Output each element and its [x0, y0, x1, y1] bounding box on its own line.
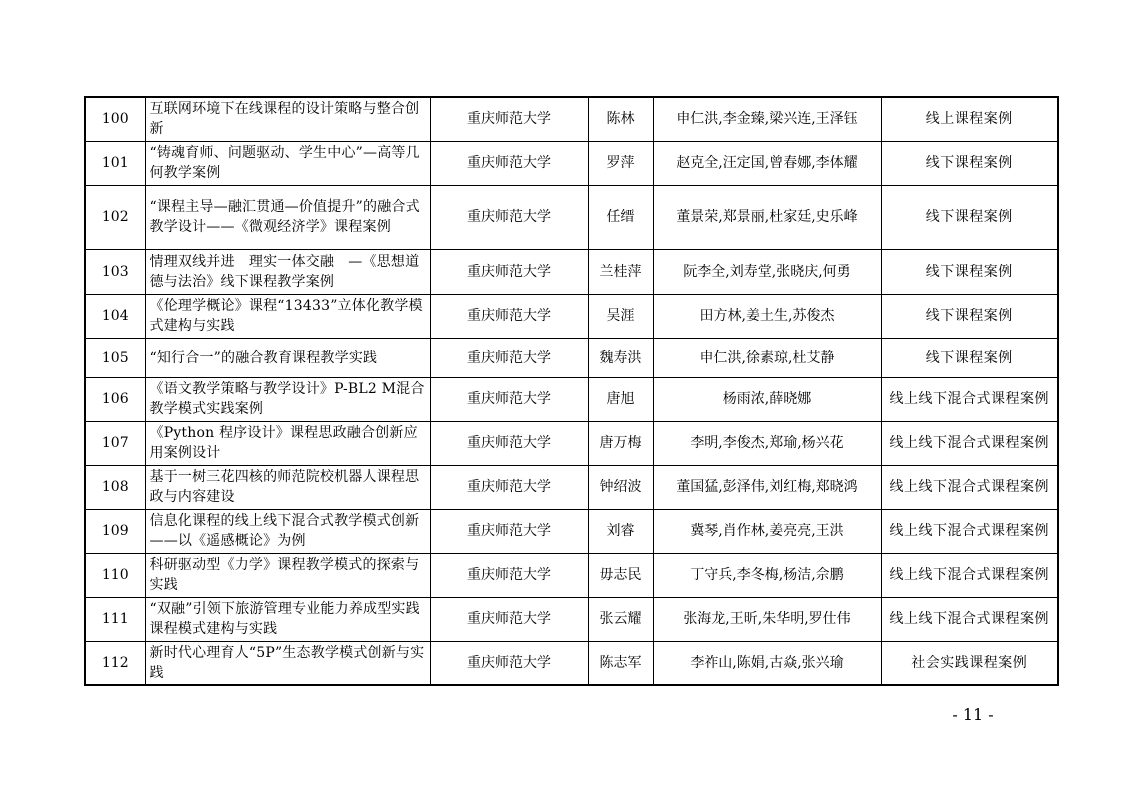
table-row: [85, 641, 1058, 685]
row-number: 111: [85, 597, 145, 641]
case-lead: 唐万梅: [588, 421, 653, 465]
case-type: 线下课程案例: [881, 185, 1058, 249]
school-name: 重庆师范大学: [430, 97, 588, 141]
school-name: 重庆师范大学: [430, 249, 588, 294]
table-row: [85, 465, 1058, 509]
team-members: 董景荣,郑景丽,杜家廷,史乐峰: [653, 185, 881, 249]
row-number: 100: [85, 97, 145, 141]
row-number: 105: [85, 338, 145, 377]
team-members: 杨雨浓,薛晓娜: [653, 377, 881, 421]
case-title: 《Python 程序设计》课程思政融合创新应用案例设计: [145, 421, 430, 465]
school-name: 重庆师范大学: [430, 377, 588, 421]
case-type: 线下课程案例: [881, 249, 1058, 294]
case-type: 线上线下混合式课程案例: [881, 377, 1058, 421]
case-title: 情理双线并进 理实一体交融 —《思想道德与法治》线下课程教学案例: [145, 249, 430, 294]
case-lead: 唐旭: [588, 377, 653, 421]
row-number: 108: [85, 465, 145, 509]
case-type: 线下课程案例: [881, 294, 1058, 338]
case-title: “双融”引领下旅游管理专业能力养成型实践课程模式建构与实践: [145, 597, 430, 641]
row-number: 101: [85, 141, 145, 185]
school-name: 重庆师范大学: [430, 509, 588, 553]
table-row: [85, 294, 1058, 338]
team-members: 赵克全,汪定国,曾春娜,李体耀: [653, 141, 881, 185]
team-members: 阮李全,刘寿堂,张晓庆,何勇: [653, 249, 881, 294]
team-members: 申仁洪,徐素琼,杜艾静: [653, 338, 881, 377]
table-row: [85, 377, 1058, 421]
case-title: “课程主导—融汇贯通—价值提升”的融合式教学设计——《微观经济学》课程案例: [145, 185, 430, 249]
case-lead: 魏寿洪: [588, 338, 653, 377]
case-type: 线上课程案例: [881, 97, 1058, 141]
team-members: 董国猛,彭泽伟,刘红梅,郑晓鸿: [653, 465, 881, 509]
table-row: [85, 185, 1058, 249]
team-members: 田方林,姜土生,苏俊杰: [653, 294, 881, 338]
case-lead: 钟绍波: [588, 465, 653, 509]
case-title: 互联网环境下在线课程的设计策略与整合创新: [145, 97, 430, 141]
school-name: 重庆师范大学: [430, 141, 588, 185]
school-name: 重庆师范大学: [430, 185, 588, 249]
case-lead: 罗萍: [588, 141, 653, 185]
row-number: 103: [85, 249, 145, 294]
case-title: 信息化课程的线上线下混合式教学模式创新——以《遥感概论》为例: [145, 509, 430, 553]
page-number: - 11 -: [952, 705, 994, 724]
row-number: 109: [85, 509, 145, 553]
case-type: 线上线下混合式课程案例: [881, 509, 1058, 553]
school-name: 重庆师范大学: [430, 294, 588, 338]
case-title: 《伦理学概论》课程“13433”立体化教学模式建构与实践: [145, 294, 430, 338]
case-lead: 兰桂萍: [588, 249, 653, 294]
row-number: 112: [85, 641, 145, 685]
school-name: 重庆师范大学: [430, 465, 588, 509]
case-type: 线上线下混合式课程案例: [881, 597, 1058, 641]
table-row: [85, 509, 1058, 553]
case-type: 线上线下混合式课程案例: [881, 421, 1058, 465]
table-row: [85, 97, 1058, 141]
case-lead: 任缙: [588, 185, 653, 249]
row-number: 106: [85, 377, 145, 421]
row-number: 107: [85, 421, 145, 465]
school-name: 重庆师范大学: [430, 641, 588, 685]
case-lead: 张云耀: [588, 597, 653, 641]
team-members: 冀琴,肖作林,姜亮亮,王洪: [653, 509, 881, 553]
table-row: [85, 553, 1058, 597]
case-table-body: [85, 97, 1058, 685]
case-type: 线上线下混合式课程案例: [881, 553, 1058, 597]
case-title: 科研驱动型《力学》课程教学模式的探索与实践: [145, 553, 430, 597]
school-name: 重庆师范大学: [430, 421, 588, 465]
case-type: 社会实践课程案例: [881, 641, 1058, 685]
team-members: 申仁洪,李金臻,梁兴连,王泽钰: [653, 97, 881, 141]
case-title: 基于一树三花四核的师范院校机器人课程思政与内容建设: [145, 465, 430, 509]
table-row: [85, 338, 1058, 377]
case-lead: 刘睿: [588, 509, 653, 553]
case-title: “铸魂育师、问题驱动、学生中心”—高等几何教学案例: [145, 141, 430, 185]
case-lead: 陈志军: [588, 641, 653, 685]
school-name: 重庆师范大学: [430, 597, 588, 641]
case-title: 新时代心理育人“5P”生态教学模式创新与实践: [145, 641, 430, 685]
team-members: 丁守兵,李冬梅,杨洁,佘鹏: [653, 553, 881, 597]
row-number: 104: [85, 294, 145, 338]
case-lead: 吴涯: [588, 294, 653, 338]
case-type: 线下课程案例: [881, 141, 1058, 185]
table-row: [85, 421, 1058, 465]
row-number: 102: [85, 185, 145, 249]
case-type: 线上线下混合式课程案例: [881, 465, 1058, 509]
table-row: [85, 141, 1058, 185]
case-title: “知行合一”的融合教育课程教学实践: [145, 338, 430, 377]
team-members: 李祚山,陈娟,古焱,张兴瑜: [653, 641, 881, 685]
case-type: 线下课程案例: [881, 338, 1058, 377]
team-members: 李明,李俊杰,郑瑜,杨兴花: [653, 421, 881, 465]
table-row: [85, 597, 1058, 641]
row-number: 110: [85, 553, 145, 597]
case-title: 《语文教学策略与教学设计》P-BL2 M混合教学模式实践案例: [145, 377, 430, 421]
case-lead: 陈林: [588, 97, 653, 141]
case-table: [84, 96, 1059, 686]
school-name: 重庆师范大学: [430, 553, 588, 597]
team-members: 张海龙,王昕,朱华明,罗仕伟: [653, 597, 881, 641]
school-name: 重庆师范大学: [430, 338, 588, 377]
case-lead: 毋志民: [588, 553, 653, 597]
table-row: [85, 249, 1058, 294]
